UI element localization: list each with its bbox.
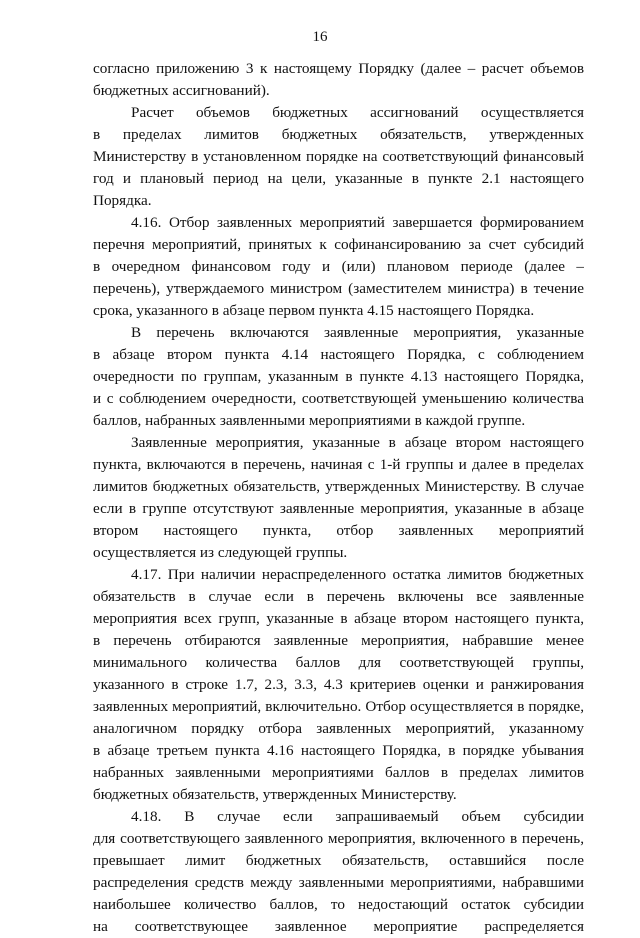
text-line: пункта, включаются в перечень, начиная с 1-й группы и далее в пределах — [93, 456, 584, 473]
paragraph — [93, 432, 584, 564]
text-line: втором настоящего пункта, отбор заявленных мероприятий — [93, 522, 584, 539]
text-line: осуществляется из следующей группы. — [93, 544, 348, 561]
text-line: 4.18. В случае если запрашиваемый объем субсидии — [131, 808, 584, 825]
text-line: заявленных мероприятий, включительно. Отбор осуществляется в порядке, — [93, 698, 584, 715]
text-line: распределения средств между заявленными мероприятиями, набравшими — [93, 874, 584, 891]
text-line: баллов, набранных заявленными мероприятиями в каждой группе. — [93, 412, 526, 429]
paragraph — [93, 58, 584, 102]
text-line: указанного в строке 1.7, 2.3, 3.3, 4.3 критериев оценки и ранжирования — [93, 676, 584, 693]
text-line: 4.17. При наличии нераспределенного остатка лимитов бюджетных — [131, 566, 584, 583]
text-line: для соответствующего заявленного мероприятия, включенного в перечень, — [93, 830, 584, 847]
paragraph — [93, 212, 584, 322]
text-line: лимитов бюджетных обязательств, утвержденных Министерству. В случае — [93, 478, 584, 495]
paragraph — [93, 322, 584, 432]
text-line: в перечень отбираются заявленные мероприятия, набравшие менее — [93, 632, 584, 649]
text-line: согласно приложению 3 к настоящему Порядку (далее – расчет объемов — [93, 60, 584, 77]
text-line: набранных заявленными мероприятиями баллов в пределах лимитов — [93, 764, 584, 781]
text-line: в абзаце втором пункта 4.14 настоящего Порядка, с соблюдением — [93, 346, 584, 363]
document-body — [93, 58, 584, 938]
text-line: превышает лимит бюджетных обязательств, оставшийся после — [93, 852, 584, 869]
paragraph — [93, 564, 584, 806]
text-line: минимального количества баллов для соответствующей группы, — [93, 654, 584, 671]
text-line: наибольшее количество баллов, то недостающий остаток субсидии — [93, 896, 584, 913]
text-line: бюджетных ассигнований). — [93, 82, 270, 99]
text-line: срока, указанного в абзаце первом пункта 4.15 настоящего Порядка. — [93, 302, 535, 319]
text-line: перечня мероприятий, принятых к софинансированию за счет субсидий — [93, 236, 584, 253]
text-line: и с соблюдением очередности, соответствующей уменьшению количества — [93, 390, 584, 407]
text-line: Расчет объемов бюджетных ассигнований осуществляется — [131, 104, 584, 121]
text-line: мероприятия всех групп, указанные в абзаце втором настоящего пункта, — [93, 610, 584, 627]
text-line: в абзаце третьем пункта 4.16 настоящего Порядка, в порядке убывания — [93, 742, 584, 759]
text-line: Порядка. — [93, 192, 152, 209]
text-line: 4.16. Отбор заявленных мероприятий завершается формированием — [131, 214, 584, 231]
text-line: бюджетных обязательств, утвержденных Министерству. — [93, 786, 457, 803]
text-line: Заявленные мероприятия, указанные в абзаце втором настоящего — [131, 434, 584, 451]
text-line: В перечень включаются заявленные мероприятия, указанные — [131, 324, 584, 341]
paragraph — [93, 102, 584, 212]
text-line: если в группе отсутствуют заявленные мероприятия, указанные в абзаце — [93, 500, 584, 517]
text-line: обязательств в случае если в перечень включены все заявленные — [93, 588, 584, 605]
paragraph — [93, 806, 584, 938]
text-line: очередности по группам, указанным в пункте 4.13 настоящего Порядка, — [93, 368, 584, 385]
text-line: перечень), утверждаемого министром (заместителем министра) в течение — [93, 280, 584, 297]
text-line: на соответствующее заявленное мероприятие распределяется — [93, 918, 584, 935]
text-line: аналогичном порядку отбора заявленных мероприятий, указанному — [93, 720, 584, 737]
page-number: 16 — [312, 29, 328, 45]
text-line: в пределах лимитов бюджетных обязательств, утвержденных — [93, 126, 584, 143]
text-line: год и плановый период на цели, указанные в пункте 2.1 настоящего — [93, 170, 584, 187]
text-line: Министерству в установленном порядке на соответствующий финансовый — [93, 148, 584, 165]
text-line: в очередном финансовом году и (или) плановом периоде (далее – — [93, 258, 584, 275]
